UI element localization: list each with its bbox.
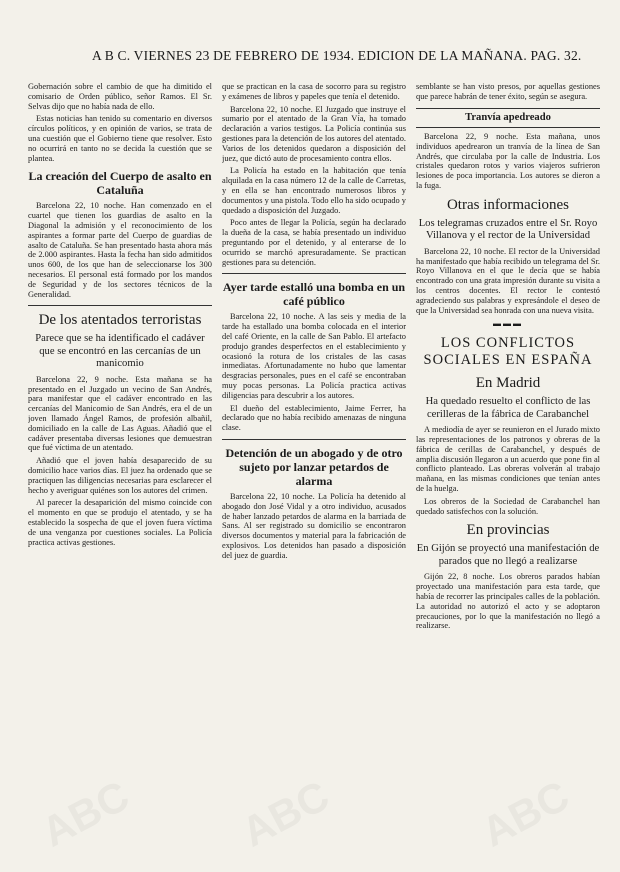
headline: La creación del Cuerpo de asalto en Cataluña: [28, 169, 212, 198]
watermark: ABC: [474, 771, 577, 856]
headline: Ayer tarde estalló una bomba en un café público: [222, 280, 406, 309]
article-paragraph: Añadió que el joven había desaparecido de su domicilio hace varios días. El juez ha ordenado que se practiquen las diligencias necesarias para esclarecer el hecho y averiguar quiénes son los autores del crimen.: [28, 456, 212, 495]
article-paragraph: Barcelona 22, 10 noche. A las seis y media de la tarde ha estallado una bomba colocada en el interior del café Oriente, en la calle de San Pablo. El artefacto produjo grandes desperfectos en el establecimiento y ocasionó la rotura de los cristales de las casas inmediatas. Afortunadamente no hubo que lamentar desgracias personales, pues en el café se encontraban muy pocas personas. La Policía practica activas diligencias para descubrir a los autores.: [222, 312, 406, 400]
article-paragraph: Barcelona 22, 10 noche. La Policía ha detenido al abogado don José Vidal y a otro individuo, acusados de haber lanzado petardos de alarma en la barriada de Sans. Al ser registrado su domicilio se encontraron diversos documentos y material para la fabricación de explosivos. Los detenidos han pasado a disposición del juez de guardia.: [222, 491, 406, 560]
article-paragraph: Barcelona 22, 10 noche. Han comenzado en el cuartel que tienen los guardias de asalto en la Diagonal la admisión y el reconocimiento de los aspirantes a formar parte del Cuerpo de guardias de asalto de Cataluña. Se han presentado hasta ahora más de 2.000 aspirantes. Hasta la fecha han sido admitidos unos 600, de los que han de seleccionarse los 300 necesarios. El personal está formado por los mandos de Seguridad y de los sectores técnicos de la Generalidad.: [28, 201, 212, 299]
column-2: [222, 82, 406, 854]
column-3: [416, 82, 600, 854]
section-title: LOS CONFLICTOS SOCIALES EN ESPAÑA: [423, 335, 593, 369]
headline: Tranvía apedreado: [416, 108, 600, 129]
section-title: Otras informaciones: [446, 196, 570, 213]
article-paragraph: Gijón 22, 8 noche. Los obreros parados habían proyectado una manifestación para esta tarde, que había de recorrer las principales calles de la población. La autoridad no autorizó el acto y se adoptaron precauciones, por lo que la manifestación no llegó a realizarse.: [416, 572, 600, 631]
divider: [222, 439, 406, 440]
headline: De los atentados terroristas: [38, 312, 202, 329]
subheadline: Ha quedado resuelto el conflicto de las cerilleras de la fábrica de Carabanchel: [425, 396, 591, 420]
subsection-title: En Madrid: [475, 375, 541, 392]
ornament-divider: ▬▬▬: [493, 319, 523, 329]
page-header: A B C. VIERNES 23 DE FEBRERO DE 1934. EDICION DE LA MAÑANA. PAG. 32.: [92, 48, 582, 63]
article-paragraph: Gobernación sobre el cambio de que ha dimitido el comisario de Orden público, señor Ramos. El Sr. Selvas dijo que no había nada de ello.: [28, 82, 212, 111]
watermark: ABC: [234, 771, 337, 856]
subheadline: Parece que se ha identificado el cadáver que se encontró en las cercanías de un manicomio: [35, 333, 205, 370]
column-1: [28, 82, 212, 854]
article-columns: [28, 82, 602, 854]
subheadline: En Gijón se proyectó una manifestación de parados que no llegó a realizarse: [416, 543, 600, 567]
article-paragraph: Barcelona 22, 9 noche. Esta mañana se ha presentado en el Juzgado un vecino de San Andrés, para manifestar que el cadáver encontrado en las cercanías del Manicomio de San Andrés, era el de un joven llamado Ángel Ramos, de profesión albañil, domiciliado en la calle de Las Aguas. Añadió que el cadáver presentaba diversas lesiones que demuestran que fué víctima de un atentado.: [28, 374, 212, 453]
subsection-title: En provincias: [466, 522, 550, 539]
divider: [222, 273, 406, 274]
article-paragraph: Barcelona 22, 10 noche. El rector de la Universidad ha manifestado que había recibido un telegrama del Sr. Royo Villanova en el que le decía que se había encontrado con una grata impresión durante su visita a los centros docentes. El rector le contestó agradeciendo sus palabras y expresándole el deseo de que la Universidad sea honrada con una nueva visita.: [416, 246, 600, 315]
article-paragraph: Poco antes de llegar la Policía, según ha declarado la dueña de la casa, se había presentado un individuo preguntando por el detenido, y al enterarse de lo ocurrido se marchó apresuradamente. Se practican gestiones para su detención.: [222, 218, 406, 267]
article-paragraph: Los obreros de la Sociedad de Carabanchel han quedado satisfechos con la solución.: [416, 496, 600, 516]
article-paragraph: A mediodía de ayer se reunieron en el Jurado mixto las representaciones de los patronos y obreras de la fábrica de cerillas de Carabanchel, y después de amplia discusión llegaron a un acuerdo que pone fin al conflicto planteado. Las obreras volverán al trabajo mañana, en las mismas condiciones que tenían antes de la huelga.: [416, 425, 600, 494]
subheadline: Los telegramas cruzados entre el Sr. Royo Villanova y el rector de la Universidad: [418, 217, 598, 242]
article-paragraph: semblante se han visto presos, por aquellas gestiones que parece habrán de tener éxito, según se asegura.: [416, 82, 600, 101]
watermark: ABC: [34, 771, 137, 856]
article-paragraph: La Policía ha estado en la habitación que tenía alquilada en la casa número 12 de la calle de Carretas, y en ella se han encontrado numerosos libros y documentos y una pistola. Todo ello ha sido ocupado y quedado a disposición del Juzgado.: [222, 166, 406, 215]
headline: Detención de un abogado y de otro sujeto por lanzar petardos de alarma: [225, 445, 403, 488]
article-paragraph: Barcelona 22, 10 noche. El Juzgado que instruye el sumario por el atentado de la Gran Vía, ha tomado declaración a varios testigos. La Policía continúa sus gestiones para la detención de los autores del atentado. Varios de los detenidos quedaron a disposición del juez, que dictó auto de procesamiento contra ellos.: [222, 104, 406, 163]
article-paragraph: Estas noticias han tenido su comentario en diversos círculos políticos, y en opinión de varios, se trata de una cuestión que el Gobierno tiene que resolver. Esto no ocurrirá en tanto no se decida la cuestión que se plantea.: [28, 114, 212, 163]
article-paragraph: El dueño del establecimiento, Jaime Ferrer, ha declarado que no había recibido amenazas de ninguna clase.: [222, 403, 406, 433]
article-paragraph: que se practican en la casa de socorro para su registro y exámenes de libros y papeles que tenía el detenido.: [222, 82, 406, 101]
article-paragraph: Barcelona 22, 9 noche. Esta mañana, unos individuos apedrearon un tranvía de la línea de San Andrés, que circulaba por la calle de Industria. Los cristales quedaron rotos y varios viajeros sufrieron lesiones de poca importancia. Los autores se dieron a la fuga.: [416, 132, 600, 191]
article-paragraph: Al parecer la desaparición del mismo coincide con el momento en que se produjo el atentado, y se ha establecido la sospecha de que el joven fuera víctima de una venganza por cuestiones sociales. La Policía practica activas gestiones.: [28, 498, 212, 547]
divider: [28, 305, 212, 306]
